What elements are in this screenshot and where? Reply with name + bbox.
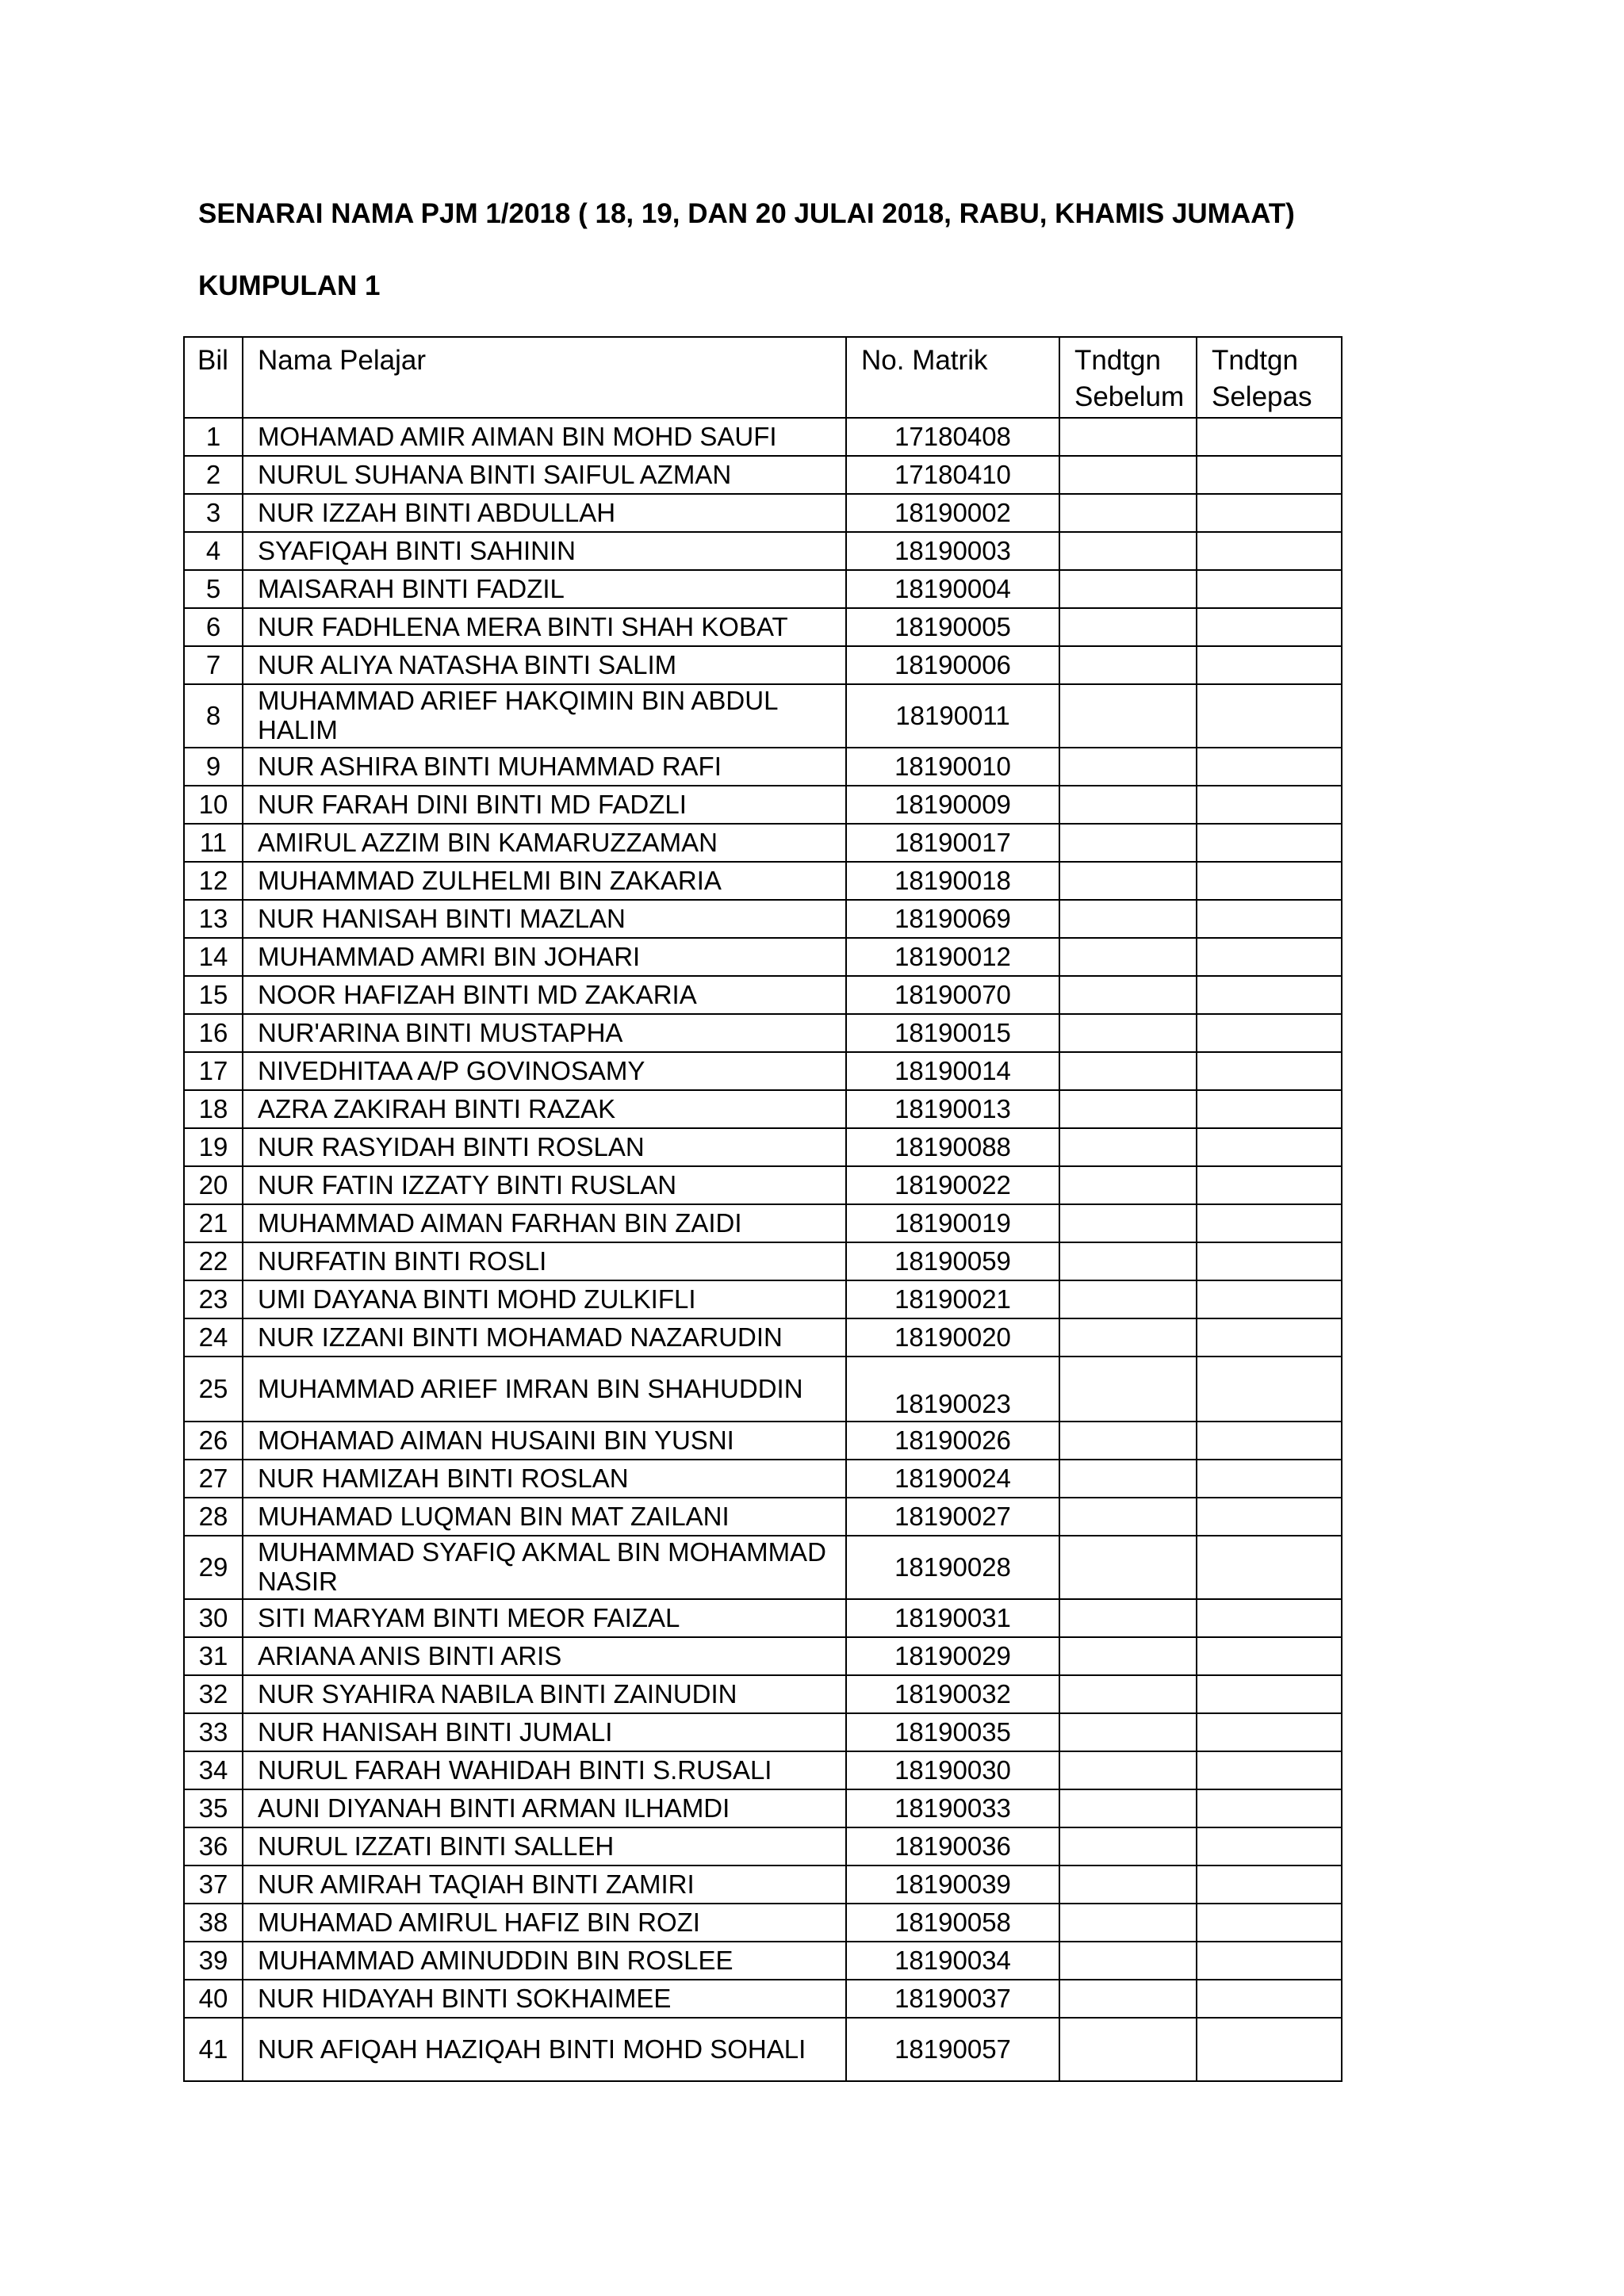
matric-number: 18190013	[846, 1090, 1059, 1128]
student-name: NUR RASYIDAH BINTI ROSLAN	[243, 1128, 846, 1166]
signature-before-cell[interactable]	[1059, 608, 1197, 646]
row-number: 32	[184, 1675, 243, 1713]
matric-number: 18190003	[846, 532, 1059, 570]
signature-after-cell[interactable]	[1197, 1498, 1342, 1536]
row-number: 31	[184, 1637, 243, 1675]
table-row	[184, 684, 1342, 748]
row-number: 1	[184, 418, 243, 456]
matric-number: 18190030	[846, 1751, 1059, 1789]
student-name: NUR SYAHIRA NABILA BINTI ZAINUDIN	[243, 1675, 846, 1713]
signature-before-cell[interactable]	[1059, 1675, 1197, 1713]
table-row	[184, 1866, 1342, 1904]
signature-after-cell[interactable]	[1197, 494, 1342, 532]
matric-number: 18190021	[846, 1280, 1059, 1318]
student-name: NUR HANISAH BINTI JUMALI	[243, 1713, 846, 1751]
student-name: MUHAMMAD SYAFIQ AKMAL BIN MOHAMMAD NASIR	[243, 1536, 846, 1599]
table-row	[184, 418, 1342, 456]
signature-after-cell[interactable]	[1197, 938, 1342, 976]
row-number: 34	[184, 1751, 243, 1789]
signature-after-cell[interactable]	[1197, 1357, 1342, 1422]
matric-number: 18190018	[846, 862, 1059, 900]
matric-number: 18190037	[846, 1980, 1059, 2018]
matric-number: 18190034	[846, 1942, 1059, 1980]
roster-body	[184, 337, 1342, 2081]
signature-before-cell[interactable]	[1059, 1713, 1197, 1751]
row-number: 40	[184, 1980, 243, 2018]
student-name: MUHAMMAD AMINUDDIN BIN ROSLEE	[243, 1942, 846, 1980]
signature-after-cell[interactable]	[1197, 1713, 1342, 1751]
matric-number: 18190024	[846, 1460, 1059, 1498]
signature-after-cell[interactable]	[1197, 1422, 1342, 1460]
signature-before-cell[interactable]	[1059, 748, 1197, 786]
table-row	[184, 1980, 1342, 2018]
student-name: NURFATIN BINTI ROSLI	[243, 1242, 846, 1280]
signature-before-cell[interactable]	[1059, 1536, 1197, 1599]
matric-number: 18190005	[846, 608, 1059, 646]
signature-after-cell[interactable]	[1197, 1014, 1342, 1052]
signature-after-cell[interactable]	[1197, 1242, 1342, 1280]
row-number: 2	[184, 456, 243, 494]
table-row	[184, 1460, 1342, 1498]
row-number: 23	[184, 1280, 243, 1318]
row-number: 4	[184, 532, 243, 570]
matric-number: 18190057	[846, 2018, 1059, 2081]
table-row	[184, 1599, 1342, 1637]
table-row	[184, 976, 1342, 1014]
signature-before-cell[interactable]	[1059, 1904, 1197, 1942]
matric-number: 18190022	[846, 1166, 1059, 1204]
signature-after-cell[interactable]	[1197, 1980, 1342, 2018]
student-name: MUHAMMAD AMRI BIN JOHARI	[243, 938, 846, 976]
table-row	[184, 1052, 1342, 1090]
table-row	[184, 900, 1342, 938]
matric-number: 18190028	[846, 1536, 1059, 1599]
signature-after-cell[interactable]	[1197, 532, 1342, 570]
signature-before-cell[interactable]	[1059, 1090, 1197, 1128]
student-name: SITI MARYAM BINTI MEOR FAIZAL	[243, 1599, 846, 1637]
signature-before-cell[interactable]	[1059, 494, 1197, 532]
matric-number: 18190059	[846, 1242, 1059, 1280]
signature-after-cell[interactable]	[1197, 456, 1342, 494]
table-row	[184, 1751, 1342, 1789]
matric-number: 18190088	[846, 1128, 1059, 1166]
table-row	[184, 1090, 1342, 1128]
signature-after-cell[interactable]	[1197, 1751, 1342, 1789]
matric-number: 18190032	[846, 1675, 1059, 1713]
table-row	[184, 1357, 1342, 1422]
page-title: SENARAI NAMA PJM 1/2018 ( 18, 19, DAN 20 JULAI 2018, RABU, KHAMIS JUMAAT)	[198, 198, 1295, 229]
signature-after-cell[interactable]	[1197, 1280, 1342, 1318]
matric-number: 18190031	[846, 1599, 1059, 1637]
matric-number: 18190011	[846, 684, 1059, 748]
student-name: NUR'ARINA BINTI MUSTAPHA	[243, 1014, 846, 1052]
table-row	[184, 938, 1342, 976]
student-name: UMI DAYANA BINTI MOHD ZULKIFLI	[243, 1280, 846, 1318]
table-row	[184, 1675, 1342, 1713]
row-number: 37	[184, 1866, 243, 1904]
matric-number: 18190012	[846, 938, 1059, 976]
matric-number: 18190035	[846, 1713, 1059, 1751]
table-row	[184, 1422, 1342, 1460]
matric-number: 18190009	[846, 786, 1059, 824]
matric-number: 18190017	[846, 824, 1059, 862]
signature-before-cell[interactable]	[1059, 900, 1197, 938]
signature-after-cell[interactable]	[1197, 748, 1342, 786]
matric-number: 17180410	[846, 456, 1059, 494]
row-number: 8	[184, 684, 243, 748]
matric-number: 18190023	[846, 1357, 1059, 1422]
table-row	[184, 1789, 1342, 1827]
signature-before-cell[interactable]	[1059, 976, 1197, 1014]
table-row	[184, 1318, 1342, 1357]
student-roster-table	[183, 336, 1342, 2082]
row-number: 29	[184, 1536, 243, 1599]
table-row	[184, 1637, 1342, 1675]
header-sign-before: Tndtgn Sebelum	[1059, 337, 1197, 418]
signature-after-cell[interactable]	[1197, 824, 1342, 862]
student-name: MUHAMMAD AIMAN FARHAN BIN ZAIDI	[243, 1204, 846, 1242]
signature-before-cell[interactable]	[1059, 684, 1197, 748]
table-row	[184, 1827, 1342, 1866]
row-number: 7	[184, 646, 243, 684]
signature-before-cell[interactable]	[1059, 1942, 1197, 1980]
student-name: MOHAMAD AIMAN HUSAINI BIN YUSNI	[243, 1422, 846, 1460]
signature-after-cell[interactable]	[1197, 1599, 1342, 1637]
header-bil: Bil	[184, 337, 243, 418]
row-number: 11	[184, 824, 243, 862]
header-name: Nama Pelajar	[243, 337, 846, 418]
student-name: AMIRUL AZZIM BIN KAMARUZZAMAN	[243, 824, 846, 862]
signature-before-cell[interactable]	[1059, 1599, 1197, 1637]
row-number: 13	[184, 900, 243, 938]
signature-before-cell[interactable]	[1059, 1827, 1197, 1866]
matric-number: 18190015	[846, 1014, 1059, 1052]
student-name: AZRA ZAKIRAH BINTI RAZAK	[243, 1090, 846, 1128]
signature-after-cell[interactable]	[1197, 1866, 1342, 1904]
matric-number: 18190020	[846, 1318, 1059, 1357]
matric-number: 17180408	[846, 418, 1059, 456]
row-number: 3	[184, 494, 243, 532]
student-name: AUNI DIYANAH BINTI ARMAN ILHAMDI	[243, 1789, 846, 1827]
row-number: 41	[184, 2018, 243, 2081]
table-row	[184, 494, 1342, 532]
signature-after-cell[interactable]	[1197, 1460, 1342, 1498]
signature-before-cell[interactable]	[1059, 862, 1197, 900]
row-number: 25	[184, 1357, 243, 1422]
signature-after-cell[interactable]	[1197, 2018, 1342, 2081]
table-row	[184, 1128, 1342, 1166]
signature-before-cell[interactable]	[1059, 1204, 1197, 1242]
row-number: 16	[184, 1014, 243, 1052]
row-number: 39	[184, 1942, 243, 1980]
signature-after-cell[interactable]	[1197, 1942, 1342, 1980]
row-number: 17	[184, 1052, 243, 1090]
signature-before-cell[interactable]	[1059, 1751, 1197, 1789]
student-name: NUR IZZAH BINTI ABDULLAH	[243, 494, 846, 532]
signature-before-cell[interactable]	[1059, 1866, 1197, 1904]
signature-after-cell[interactable]	[1197, 1090, 1342, 1128]
signature-after-cell[interactable]	[1197, 570, 1342, 608]
matric-number: 18190070	[846, 976, 1059, 1014]
signature-after-cell[interactable]	[1197, 1318, 1342, 1357]
row-number: 19	[184, 1128, 243, 1166]
signature-before-cell[interactable]	[1059, 1980, 1197, 2018]
table-row	[184, 1204, 1342, 1242]
table-row	[184, 824, 1342, 862]
signature-after-cell[interactable]	[1197, 608, 1342, 646]
signature-before-cell[interactable]	[1059, 1422, 1197, 1460]
signature-after-cell[interactable]	[1197, 900, 1342, 938]
signature-before-cell[interactable]	[1059, 646, 1197, 684]
signature-before-cell[interactable]	[1059, 1498, 1197, 1536]
student-name: NUR HANISAH BINTI MAZLAN	[243, 900, 846, 938]
row-number: 24	[184, 1318, 243, 1357]
row-number: 14	[184, 938, 243, 976]
signature-before-cell[interactable]	[1059, 1014, 1197, 1052]
signature-after-cell[interactable]	[1197, 1827, 1342, 1866]
student-name: NUR AMIRAH TAQIAH BINTI ZAMIRI	[243, 1866, 846, 1904]
student-name: MUHAMMAD ZULHELMI BIN ZAKARIA	[243, 862, 846, 900]
row-number: 27	[184, 1460, 243, 1498]
student-name: NUR AFIQAH HAZIQAH BINTI MOHD SOHALI	[243, 2018, 846, 2081]
row-number: 28	[184, 1498, 243, 1536]
student-name: NURUL FARAH WAHIDAH BINTI S.RUSALI	[243, 1751, 846, 1789]
header-sign-after: Tndtgn Selepas	[1197, 337, 1342, 418]
matric-number: 18190019	[846, 1204, 1059, 1242]
student-name: NUR FARAH DINI BINTI MD FADZLI	[243, 786, 846, 824]
signature-before-cell[interactable]	[1059, 1318, 1197, 1357]
matric-number: 18190014	[846, 1052, 1059, 1090]
table-row	[184, 1242, 1342, 1280]
group-title: KUMPULAN 1	[198, 270, 381, 301]
signature-before-cell[interactable]	[1059, 1280, 1197, 1318]
row-number: 15	[184, 976, 243, 1014]
signature-after-cell[interactable]	[1197, 1536, 1342, 1599]
signature-before-cell[interactable]	[1059, 1052, 1197, 1090]
table-row	[184, 1280, 1342, 1318]
table-row	[184, 646, 1342, 684]
table-row	[184, 1166, 1342, 1204]
signature-before-cell[interactable]	[1059, 1166, 1197, 1204]
matric-number: 18190010	[846, 748, 1059, 786]
signature-after-cell[interactable]	[1197, 1675, 1342, 1713]
student-name: MUHAMAD LUQMAN BIN MAT ZAILANI	[243, 1498, 846, 1536]
student-name: ARIANA ANIS BINTI ARIS	[243, 1637, 846, 1675]
student-name: NUR HIDAYAH BINTI SOKHAIMEE	[243, 1980, 846, 2018]
matric-number: 18190029	[846, 1637, 1059, 1675]
student-name: MAISARAH BINTI FADZIL	[243, 570, 846, 608]
matric-number: 18190039	[846, 1866, 1059, 1904]
table-row	[184, 1904, 1342, 1942]
student-name: NIVEDHITAA A/P GOVINOSAMY	[243, 1052, 846, 1090]
table-row	[184, 862, 1342, 900]
signature-after-cell[interactable]	[1197, 1052, 1342, 1090]
student-name: NUR FATIN IZZATY BINTI RUSLAN	[243, 1166, 846, 1204]
matric-number: 18190026	[846, 1422, 1059, 1460]
row-number: 9	[184, 748, 243, 786]
header-matric: No. Matrik	[846, 337, 1059, 418]
student-name: MUHAMMAD ARIEF IMRAN BIN SHAHUDDIN	[243, 1357, 846, 1422]
row-number: 5	[184, 570, 243, 608]
signature-after-cell[interactable]	[1197, 786, 1342, 824]
header-row	[184, 337, 1342, 418]
signature-before-cell[interactable]	[1059, 418, 1197, 456]
signature-after-cell[interactable]	[1197, 1789, 1342, 1827]
table-row	[184, 532, 1342, 570]
signature-before-cell[interactable]	[1059, 532, 1197, 570]
student-name: NUR IZZANI BINTI MOHAMAD NAZARUDIN	[243, 1318, 846, 1357]
table-row	[184, 786, 1342, 824]
student-name: NUR FADHLENA MERA BINTI SHAH KOBAT	[243, 608, 846, 646]
matric-number: 18190004	[846, 570, 1059, 608]
row-number: 22	[184, 1242, 243, 1280]
matric-number: 18190002	[846, 494, 1059, 532]
signature-before-cell[interactable]	[1059, 1357, 1197, 1422]
student-name: NUR ASHIRA BINTI MUHAMMAD RAFI	[243, 748, 846, 786]
matric-number: 18190058	[846, 1904, 1059, 1942]
signature-before-cell[interactable]	[1059, 2018, 1197, 2081]
student-name: NURUL SUHANA BINTI SAIFUL AZMAN	[243, 456, 846, 494]
row-number: 33	[184, 1713, 243, 1751]
signature-before-cell[interactable]	[1059, 570, 1197, 608]
row-number: 20	[184, 1166, 243, 1204]
matric-number: 18190027	[846, 1498, 1059, 1536]
row-number: 30	[184, 1599, 243, 1637]
row-number: 35	[184, 1789, 243, 1827]
row-number: 6	[184, 608, 243, 646]
student-name: NUR HAMIZAH BINTI ROSLAN	[243, 1460, 846, 1498]
student-name: NUR ALIYA NATASHA BINTI SALIM	[243, 646, 846, 684]
table-row	[184, 456, 1342, 494]
student-name: MOHAMAD AMIR AIMAN BIN MOHD SAUFI	[243, 418, 846, 456]
signature-after-cell[interactable]	[1197, 418, 1342, 456]
table-row	[184, 1713, 1342, 1751]
student-name: NOOR HAFIZAH BINTI MD ZAKARIA	[243, 976, 846, 1014]
student-name: NURUL IZZATI BINTI SALLEH	[243, 1827, 846, 1866]
student-name: MUHAMAD AMIRUL HAFIZ BIN ROZI	[243, 1904, 846, 1942]
signature-before-cell[interactable]	[1059, 824, 1197, 862]
table-row	[184, 608, 1342, 646]
signature-after-cell[interactable]	[1197, 646, 1342, 684]
signature-after-cell[interactable]	[1197, 1128, 1342, 1166]
table-row	[184, 748, 1342, 786]
signature-before-cell[interactable]	[1059, 786, 1197, 824]
signature-before-cell[interactable]	[1059, 1242, 1197, 1280]
matric-number: 18190033	[846, 1789, 1059, 1827]
matric-number: 18190069	[846, 900, 1059, 938]
signature-before-cell[interactable]	[1059, 1460, 1197, 1498]
signature-before-cell[interactable]	[1059, 1789, 1197, 1827]
row-number: 36	[184, 1827, 243, 1866]
signature-before-cell[interactable]	[1059, 456, 1197, 494]
signature-after-cell[interactable]	[1197, 1204, 1342, 1242]
matric-number: 18190036	[846, 1827, 1059, 1866]
signature-after-cell[interactable]	[1197, 862, 1342, 900]
signature-after-cell[interactable]	[1197, 684, 1342, 748]
student-name: SYAFIQAH BINTI SAHININ	[243, 532, 846, 570]
row-number: 10	[184, 786, 243, 824]
table-row	[184, 570, 1342, 608]
student-name: MUHAMMAD ARIEF HAKQIMIN BIN ABDUL HALIM	[243, 684, 846, 748]
row-number: 38	[184, 1904, 243, 1942]
matric-number: 18190006	[846, 646, 1059, 684]
row-number: 26	[184, 1422, 243, 1460]
table-row	[184, 2018, 1342, 2081]
signature-after-cell[interactable]	[1197, 1904, 1342, 1942]
signature-after-cell[interactable]	[1197, 1166, 1342, 1204]
signature-after-cell[interactable]	[1197, 976, 1342, 1014]
table-row	[184, 1014, 1342, 1052]
signature-after-cell[interactable]	[1197, 1637, 1342, 1675]
signature-before-cell[interactable]	[1059, 1128, 1197, 1166]
table-row	[184, 1942, 1342, 1980]
table-row	[184, 1498, 1342, 1536]
table-row	[184, 1536, 1342, 1599]
row-number: 18	[184, 1090, 243, 1128]
signature-before-cell[interactable]	[1059, 938, 1197, 976]
signature-before-cell[interactable]	[1059, 1637, 1197, 1675]
row-number: 12	[184, 862, 243, 900]
row-number: 21	[184, 1204, 243, 1242]
